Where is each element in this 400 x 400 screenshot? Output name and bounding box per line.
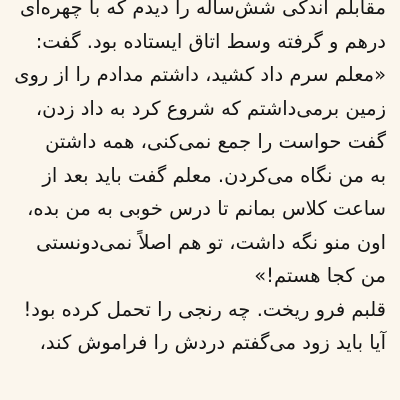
text-line: گفت حواست را جمع نمی‌کنی، همه داشتن xyxy=(45,130,386,153)
text-line: به من نگاه می‌کردن. معلم گفت باید بعد از xyxy=(42,163,386,187)
body-text xyxy=(10,0,386,360)
text-line: آیا باید زود می‌گفتم دردش را فراموش کند، xyxy=(39,331,386,354)
text-line: ساعت کلاس بمانم تا درس خوبی به من بده، xyxy=(27,197,386,220)
text-line: قلبم فرو ریخت. چه رنجی را تحمل کرده بود! xyxy=(23,297,386,321)
text-line: زمین برمی‌داشتم که شروع کرد به داد زدن، xyxy=(35,96,386,120)
text-line: «معلم سرم داد کشید، داشتم مدادم را از روی xyxy=(14,63,386,86)
text-line: درهم و گرفته وسط اتاق ایستاده بود. گفت: xyxy=(35,29,386,53)
text-line: مقابلم اندکی شش‌ساله را دیدم که با چهره‌ای xyxy=(19,0,386,19)
text-line: اون منو نگه داشت، تو هم اصلاً نمی‌دونستی xyxy=(36,230,386,254)
text-line: من کجا هستم!» xyxy=(254,264,386,287)
